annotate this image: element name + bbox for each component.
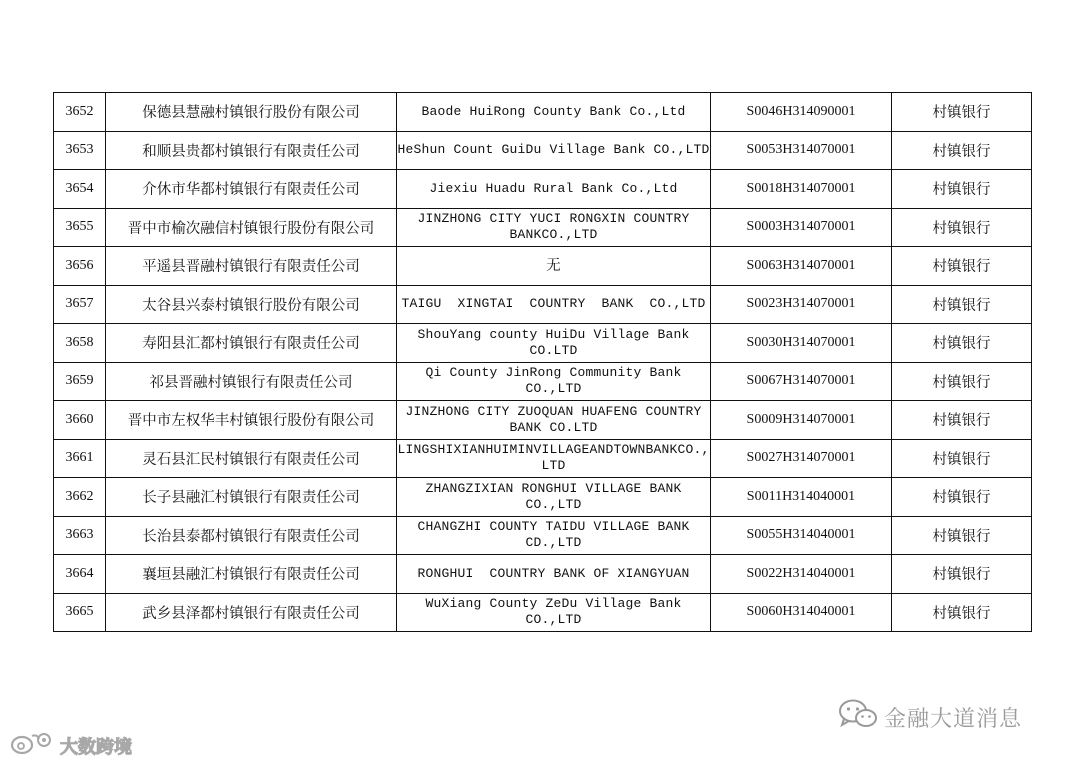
bank-name-chinese: 晋中市榆次融信村镇银行股份有限公司	[106, 208, 397, 247]
bank-name-chinese: 太谷县兴泰村镇银行股份有限公司	[106, 285, 397, 324]
bank-name-english: 无	[397, 247, 711, 286]
bank-name-english: JINZHONG CITY ZUOQUAN HUAFENG COUNTRY BANK CO.LTD	[397, 401, 711, 440]
bank-name-chinese: 保德县慧融村镇银行股份有限公司	[106, 93, 397, 132]
table-row	[54, 247, 1032, 286]
license-code: S0060H314040001	[711, 593, 892, 632]
institution-type: 村镇银行	[892, 285, 1032, 324]
license-code: S0067H314070001	[711, 362, 892, 401]
bank-name-english: ShouYang county HuiDu Village Bank CO.LTD	[397, 324, 711, 363]
bank-name-english: TAIGU XINGTAI COUNTRY BANK CO.,LTD	[397, 285, 711, 324]
row-number: 3656	[54, 247, 106, 286]
bank-name-chinese: 寿阳县汇都村镇银行有限责任公司	[106, 324, 397, 363]
table-row	[54, 478, 1032, 517]
license-code: S0063H314070001	[711, 247, 892, 286]
table-row	[54, 131, 1032, 170]
bank-name-chinese: 介休市华都村镇银行有限责任公司	[106, 170, 397, 209]
bank-name-chinese: 祁县晋融村镇银行有限责任公司	[106, 362, 397, 401]
row-number: 3665	[54, 593, 106, 632]
bank-name-english: HeShun Count GuiDu Village Bank CO.,LTD	[397, 131, 711, 170]
row-number: 3652	[54, 93, 106, 132]
table-row	[54, 401, 1032, 440]
bank-name-english: Baode HuiRong County Bank Co.,Ltd	[397, 93, 711, 132]
bank-name-english: ZHANGZIXIAN RONGHUI VILLAGE BANK CO.,LTD	[397, 478, 711, 517]
table-row	[54, 208, 1032, 247]
row-number: 3654	[54, 170, 106, 209]
institution-type: 村镇银行	[892, 324, 1032, 363]
license-code: S0055H314040001	[711, 516, 892, 555]
table-row	[54, 555, 1032, 594]
row-number: 3662	[54, 478, 106, 517]
table-row	[54, 285, 1032, 324]
weibo-icon	[10, 730, 54, 761]
wechat-watermark	[838, 698, 1022, 736]
bank-list-table	[53, 92, 1032, 632]
license-code: S0018H314070001	[711, 170, 892, 209]
institution-type: 村镇银行	[892, 170, 1032, 209]
bank-name-chinese: 武乡县泽都村镇银行有限责任公司	[106, 593, 397, 632]
license-code: S0011H314040001	[711, 478, 892, 517]
license-code: S0003H314070001	[711, 208, 892, 247]
bank-name-chinese: 长治县泰都村镇银行有限责任公司	[106, 516, 397, 555]
bank-list-body	[54, 93, 1032, 632]
wechat-icon	[838, 698, 878, 736]
bank-name-chinese: 长子县融汇村镇银行有限责任公司	[106, 478, 397, 517]
weibo-account-name: 大数跨境	[60, 736, 132, 758]
bank-name-chinese: 平遥县晋融村镇银行有限责任公司	[106, 247, 397, 286]
bank-name-chinese: 和顺县贵都村镇银行有限责任公司	[106, 131, 397, 170]
weibo-watermark	[10, 730, 132, 761]
table-row	[54, 516, 1032, 555]
license-code: S0022H314040001	[711, 555, 892, 594]
institution-type: 村镇银行	[892, 401, 1032, 440]
table-row	[54, 439, 1032, 478]
row-number: 3664	[54, 555, 106, 594]
institution-type: 村镇银行	[892, 593, 1032, 632]
license-code: S0009H314070001	[711, 401, 892, 440]
license-code: S0053H314070001	[711, 131, 892, 170]
wechat-account-name: 金融大道消息	[884, 706, 1023, 732]
institution-type: 村镇银行	[892, 478, 1032, 517]
bank-name-chinese: 晋中市左权华丰村镇银行股份有限公司	[106, 401, 397, 440]
row-number: 3659	[54, 362, 106, 401]
institution-type: 村镇银行	[892, 93, 1032, 132]
row-number: 3661	[54, 439, 106, 478]
row-number: 3660	[54, 401, 106, 440]
table-row	[54, 324, 1032, 363]
table-row	[54, 593, 1032, 632]
table-row	[54, 362, 1032, 401]
bank-name-chinese: 襄垣县融汇村镇银行有限责任公司	[106, 555, 397, 594]
bank-name-english: Qi County JinRong Community Bank CO.,LTD	[397, 362, 711, 401]
bank-name-english: RONGHUI COUNTRY BANK OF XIANGYUAN	[397, 555, 711, 594]
bank-name-english: Jiexiu Huadu Rural Bank Co.,Ltd	[397, 170, 711, 209]
institution-type: 村镇银行	[892, 131, 1032, 170]
table-row	[54, 93, 1032, 132]
bank-name-english: CHANGZHI COUNTY TAIDU VILLAGE BANK CD.,LTD	[397, 516, 711, 555]
bank-name-english: LINGSHIXIANHUIMINVILLAGEANDTOWNBANKCO.,LTD	[397, 439, 711, 478]
row-number: 3658	[54, 324, 106, 363]
license-code: S0030H314070001	[711, 324, 892, 363]
license-code: S0027H314070001	[711, 439, 892, 478]
institution-type: 村镇银行	[892, 555, 1032, 594]
row-number: 3655	[54, 208, 106, 247]
institution-type: 村镇银行	[892, 247, 1032, 286]
institution-type: 村镇银行	[892, 362, 1032, 401]
bank-name-english: WuXiang County ZeDu Village Bank CO.,LTD	[397, 593, 711, 632]
bank-name-english: JINZHONG CITY YUCI RONGXIN COUNTRY BANKCO.,LTD	[397, 208, 711, 247]
table-row	[54, 170, 1032, 209]
row-number: 3663	[54, 516, 106, 555]
bank-name-chinese: 灵石县汇民村镇银行有限责任公司	[106, 439, 397, 478]
institution-type: 村镇银行	[892, 439, 1032, 478]
license-code: S0046H314090001	[711, 93, 892, 132]
license-code: S0023H314070001	[711, 285, 892, 324]
row-number: 3653	[54, 131, 106, 170]
institution-type: 村镇银行	[892, 208, 1032, 247]
row-number: 3657	[54, 285, 106, 324]
institution-type: 村镇银行	[892, 516, 1032, 555]
